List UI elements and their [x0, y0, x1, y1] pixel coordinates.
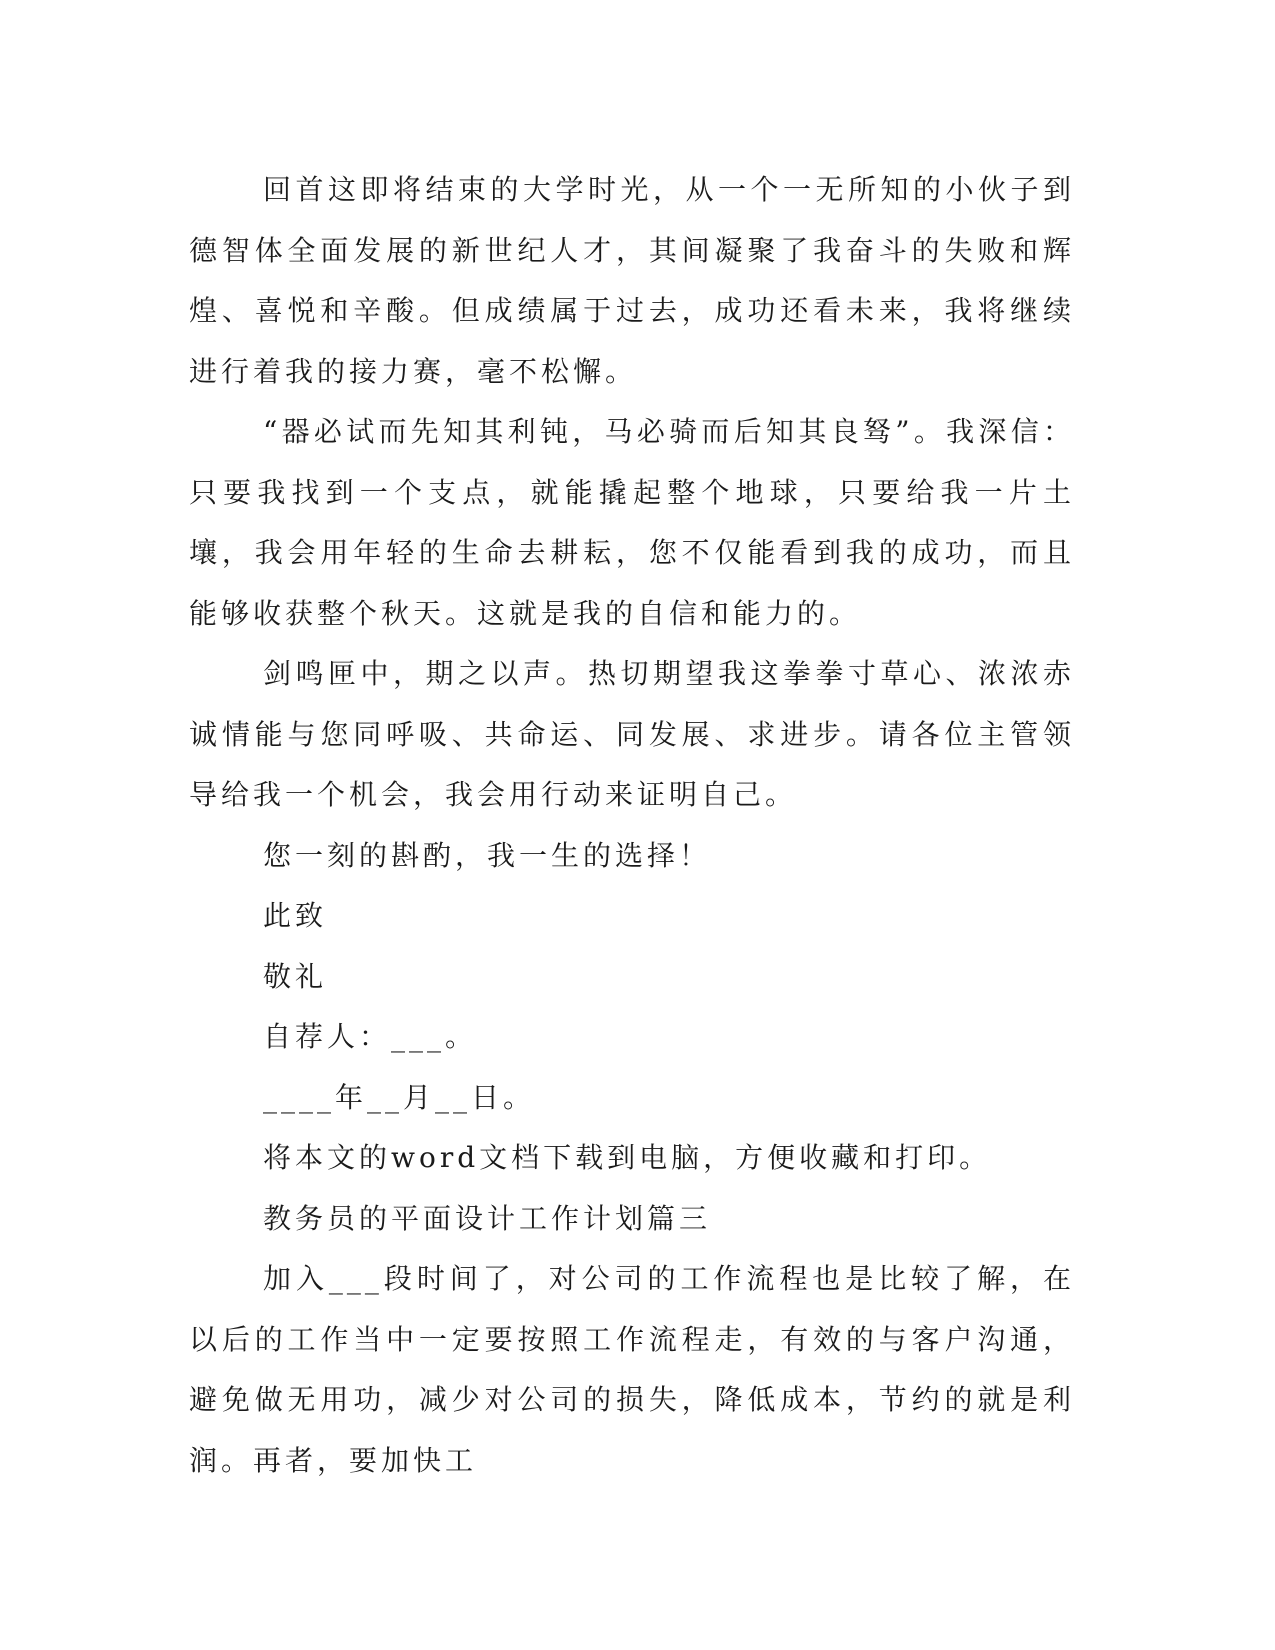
- paragraph-self-confidence: “器必试而先知其利钝，马必骑而后知其良驽”。我深信：只要我找到一个支点，就能撬起整个地球，只要给我一片土壤，我会用年轻的生命去耕耘，您不仅能看到我的成功，而且能够收获整个秋天。这就是我的自信和能力的。: [189, 415, 1075, 630]
- paragraph-looking-back: 回首这即将结束的大学时光，从一个一无所知的小伙子到德智体全面发展的新世纪人才，其间凝聚了我奋斗的失败和辉煌、喜悦和辛酸。但成绩属于过去，成功还看未来，我将继续进行着我的接力赛，毫不松懈。: [189, 173, 1075, 388]
- paragraph-hope: 剑鸣匣中，期之以声。热切期望我这拳拳寸草心、浓浓赤诚情能与您同呼吸、共命运、同发展、求进步。请各位主管领导给我一个机会，我会用行动来证明自己。: [189, 657, 1075, 811]
- signature-line: 自荐人：___。: [263, 1020, 478, 1053]
- closing-salutation: 此致: [263, 899, 328, 932]
- section-heading: 教务员的平面设计工作计划篇三: [263, 1201, 712, 1235]
- paragraph-work-plan: 加入___段时间了，对公司的工作流程也是比较了解，在以后的工作当中一定要按照工作流程走，有效的与客户沟通，避免做无用功，减少对公司的损失，降低成本，节约的就是利润。再者，要加快工: [189, 1262, 1075, 1477]
- paragraph-choice: 您一刻的斟酌，我一生的选择！: [263, 838, 712, 872]
- download-note: 将本文的word文档下载到电脑，方便收藏和打印。: [263, 1141, 992, 1174]
- date-line: ____年__月__日。: [263, 1080, 536, 1114]
- closing-regards: 敬礼: [263, 959, 328, 993]
- document-body: [189, 160, 1075, 1491]
